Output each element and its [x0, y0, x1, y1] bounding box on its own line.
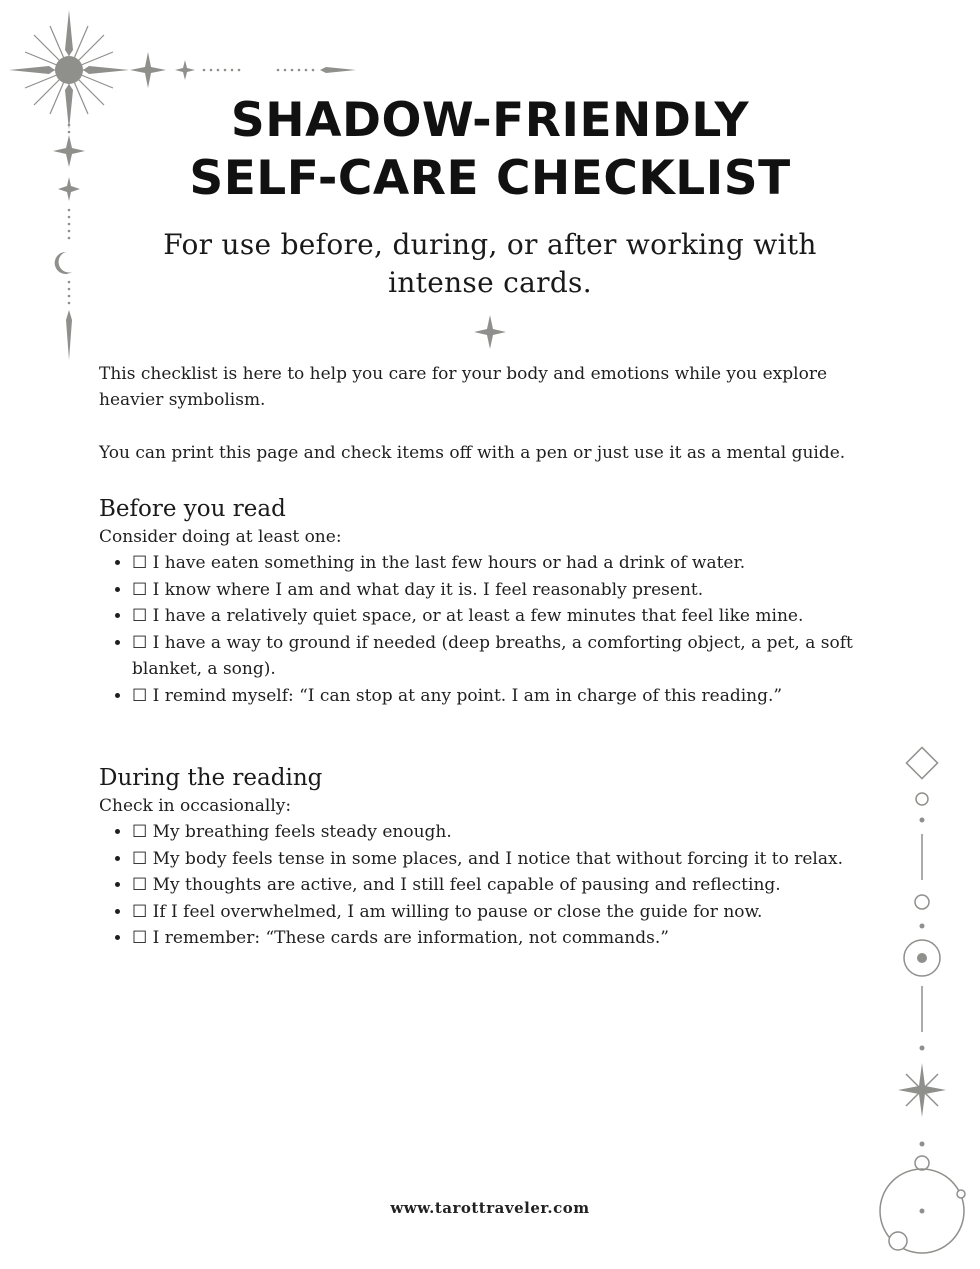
checklist-item[interactable]: • ☐ My breathing feels steady enough.: [132, 819, 892, 846]
circle-icon: [915, 895, 929, 909]
crescent-moon-icon: [55, 252, 72, 274]
section-heading-before-you-read: Before you read: [99, 496, 286, 522]
intro-paragraph: You can print this page and check items off with a pen or just use it as a mental guide.: [99, 443, 846, 463]
circle-icon: [915, 1156, 929, 1170]
page-subtitle: [140, 226, 840, 302]
subtitle-line-1: For use before, during, or after working with: [163, 228, 817, 261]
checklist-item[interactable]: • ☐ I know where I am and what day it is. I feel reasonably present.: [132, 577, 892, 604]
page-title: [0, 92, 980, 208]
diamond-icon: [906, 747, 937, 778]
checklist-before-you-read: [99, 550, 892, 709]
footer-website-link[interactable]: www.tarottraveler.com: [390, 1199, 590, 1217]
subtitle-line-2: intense cards.: [388, 266, 592, 299]
checklist-item[interactable]: • ☐ I remember: “These cards are information, not commands.”: [132, 925, 892, 952]
crescent-moon-icon: [250, 62, 270, 74]
sparkle-icon: [175, 60, 195, 80]
checklist-item[interactable]: • ☐ My body feels tense in some places, and I notice that without forcing it to relax.: [132, 846, 892, 873]
intro-paragraph: This checklist is here to help you care for your body and emotions while you explore heavier symbolism.: [99, 364, 828, 410]
sparkle-icon: [898, 1063, 946, 1117]
sparkle-icon: [130, 52, 166, 88]
checklist-item[interactable]: • ☐ I have a way to ground if needed (deep breaths, a comforting object, a pet, a soft blanket, a song).: [132, 630, 892, 683]
sparkle-icon: [474, 315, 506, 349]
circle-icon: [916, 793, 928, 805]
checklist-item[interactable]: • ☐ I remind myself: “I can stop at any point. I am in charge of this reading.”: [132, 683, 892, 710]
section-heading-during-the-reading: During the reading: [99, 765, 323, 791]
checklist-item[interactable]: • ☐ My thoughts are active, and I still feel capable of pausing and reflecting.: [132, 872, 892, 899]
title-line-2: SELF-CARE CHECKLIST: [189, 151, 791, 206]
checklist-item[interactable]: • ☐ I have a relatively quiet space, or at least a few minutes that feel like mine.: [132, 603, 892, 630]
checklist-item[interactable]: • ☐ If I feel overwhelmed, I am willing to pause or close the guide for now.: [132, 899, 892, 926]
section-lead: Consider doing at least one:: [99, 527, 342, 547]
checklist-during-the-reading: [99, 819, 892, 952]
section-lead: Check in occasionally:: [99, 796, 292, 816]
right-side-ornament: [860, 730, 980, 1269]
checklist-item[interactable]: • ☐ I have eaten something in the last few hours or had a drink of water.: [132, 550, 892, 577]
title-line-1: SHADOW-FRIENDLY: [230, 93, 750, 148]
